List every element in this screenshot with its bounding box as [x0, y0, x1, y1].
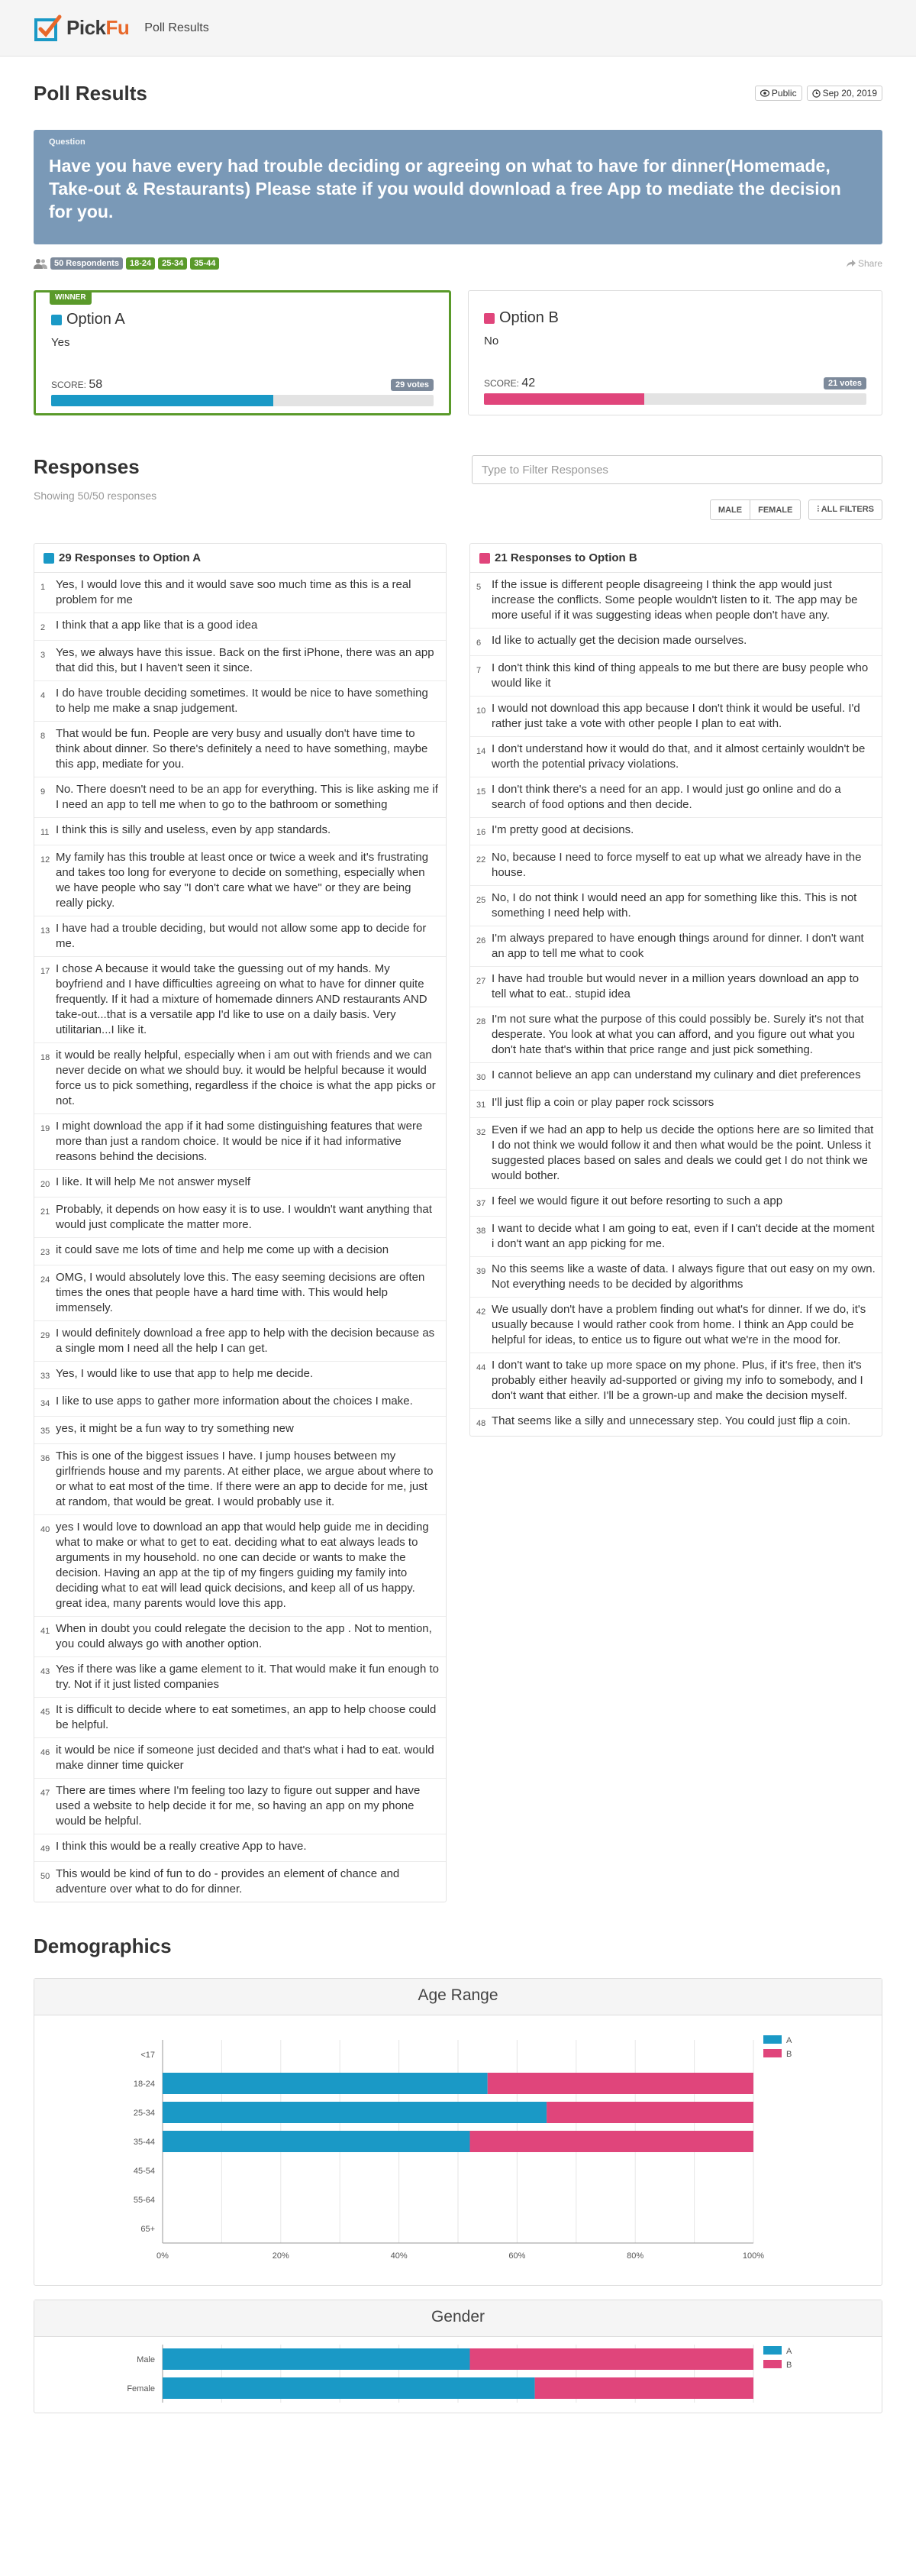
response-text: I'm not sure what the purpose of this could possibly be. Surely it's not that desperate. You look at what you can afford, and you figure out what you don't hate that's within that price range and just pick something.	[492, 1013, 864, 1056]
response-item	[34, 957, 446, 1043]
response-item	[34, 1657, 446, 1698]
response-number: 45	[40, 1708, 50, 1717]
option-b-score: SCORE: 42	[484, 377, 536, 389]
response-item	[470, 1353, 882, 1409]
bar-b	[488, 2073, 753, 2094]
eye-icon	[760, 89, 769, 97]
response-item	[34, 1389, 446, 1417]
option-b-card[interactable]	[468, 290, 882, 415]
option-b-text: No	[484, 335, 499, 347]
option-a-color-icon	[44, 553, 54, 564]
response-text: I'm always prepared to have enough things around for dinner. I don't want an app to tell me what to cook	[492, 932, 864, 960]
option-b-color-icon	[479, 553, 490, 564]
response-item	[34, 573, 446, 613]
option-a-score: SCORE: 58	[51, 378, 103, 391]
option-b-responses-header: 21 Responses to Option B	[470, 544, 882, 573]
response-text: I do have trouble deciding sometimes. It would be nice to have something to help me make a snap judgement.	[56, 687, 428, 715]
response-text: I chose A because it would take the guessing out of my hands. My boyfriend and I have difficulties agreeing on what to have for dinner quite frequently. If it had a mixture of homemade dinners AND restaurants AND take-out...that is a versatile app I'd like to use on a daily basis. Very utilitarian...I like it.	[56, 962, 427, 1036]
response-text: I don't think there's a need for an app. I would just go online and do a search of food options and then decide.	[492, 783, 841, 811]
male-filter-button[interactable]: MALE	[710, 499, 750, 520]
response-text: I want to decide what I am going to eat, even if I can't decide at the moment i don't want an app picking for me.	[492, 1222, 875, 1250]
response-item	[470, 1257, 882, 1298]
response-text: When in doubt you could relegate the decision to the app . Not to mention, you could always go with another option.	[56, 1622, 432, 1650]
response-text: yes I would love to download an app that would help guide me in deciding what to make or what to get to eat. deciding what to eat always leads to arguments in my household. no one can decide or wants to make the decision. Having an app at the tip of my fingers guiding my family into deciding what to eat will lead quick decisions, and keep all of us happy. great idea, many parents would love this app.	[56, 1521, 429, 1610]
gender-filter-group	[710, 499, 801, 520]
response-number: 36	[40, 1454, 50, 1463]
response-number: 16	[476, 828, 486, 837]
response-text: OMG, I would absolutely love this. The easy seeming decisions are often times the ones that people have a hard time with. This would help immensely.	[56, 1271, 425, 1314]
category-label: 55-64	[133, 2196, 155, 2205]
response-number: 26	[476, 936, 486, 945]
response-text: I think that a app like that is a good idea	[56, 619, 258, 632]
response-number: 39	[476, 1267, 486, 1276]
response-number: 18	[40, 1053, 50, 1062]
response-item	[470, 1118, 882, 1189]
response-text: Yes, I would like to use that app to help me decide.	[56, 1367, 314, 1380]
response-text: I'll just flip a coin or play paper rock scissors	[492, 1096, 714, 1109]
response-item	[34, 1779, 446, 1834]
category-label: 18-24	[133, 2080, 155, 2089]
category-label: <17	[140, 2051, 155, 2060]
option-a-score-bar	[51, 395, 434, 406]
x-tick-label: 20%	[272, 2251, 289, 2261]
response-number: 47	[40, 1789, 50, 1798]
legend-label-b: B	[786, 2361, 792, 2370]
response-number: 33	[40, 1372, 50, 1381]
response-text: it would be really helpful, especially when i am out with friends and we can never decide on what we should buy. it would be helpful because it would force us to pick something, regardless if the choice is what the app picks or not.	[56, 1049, 436, 1107]
response-number: 44	[476, 1363, 486, 1372]
bar-a	[163, 2102, 547, 2123]
response-number: 11	[40, 828, 50, 837]
response-item	[470, 886, 882, 926]
bar-a	[163, 2348, 469, 2370]
legend-swatch-b	[763, 2360, 782, 2368]
option-a-votes: 29 votes	[391, 379, 434, 391]
response-number: 41	[40, 1627, 50, 1636]
option-b-color-icon	[484, 313, 495, 324]
response-text: I like. It will help Me not answer myself	[56, 1175, 251, 1188]
response-number: 21	[40, 1207, 50, 1217]
bar-a	[163, 2073, 488, 2094]
response-item	[34, 1362, 446, 1389]
response-text: No, I do not think I would need an app for something like this. This is not something I need help with.	[492, 891, 857, 920]
response-number: 17	[40, 967, 50, 976]
question-label: Question	[49, 137, 85, 147]
response-item	[34, 1170, 446, 1198]
category-label: 35-44	[133, 2138, 155, 2147]
response-item	[34, 1738, 446, 1779]
response-number: 6	[476, 638, 482, 648]
gender-chart	[34, 2300, 882, 2413]
logo-checkbox-icon	[34, 14, 63, 43]
response-number: 50	[40, 1872, 50, 1881]
option-b-score-bar	[484, 393, 866, 405]
response-number: 23	[40, 1248, 50, 1257]
clock-icon	[812, 89, 821, 98]
response-text: I don't understand how it would do that, and it almost certainly wouldn't be worth the potential privacy violations.	[492, 742, 866, 771]
response-text: I think this would be a really creative App to have.	[56, 1840, 307, 1853]
share-icon	[847, 260, 856, 267]
response-number: 29	[40, 1331, 50, 1340]
response-text: It is difficult to decide where to eat sometimes, an app to help choose could be helpful.	[56, 1703, 437, 1731]
response-text: This would be kind of fun to do - provides an element of chance and adventure over what to do for dinner.	[56, 1867, 400, 1896]
response-item	[34, 1238, 446, 1265]
response-text: We usually don't have a problem finding out what's for dinner. If we do, it's usually because I would rather cook from home. I think an App could be helpful for ideas, to entice us to figure out what we're in the mood for.	[492, 1303, 866, 1346]
age-tag-18-24: 18-24	[126, 257, 155, 270]
response-item	[34, 1515, 446, 1617]
response-number: 27	[476, 977, 486, 986]
bar-a	[163, 2131, 469, 2152]
response-number: 31	[476, 1101, 486, 1110]
age-range-chart-svg	[34, 2015, 882, 2283]
legend-label-a: A	[786, 2347, 792, 2356]
response-text: That seems like a silly and unnecessary step. You could just flip a coin.	[492, 1414, 851, 1427]
category-label: Female	[127, 2384, 155, 2393]
response-number: 32	[476, 1128, 486, 1137]
gender-chart-title: Gender	[34, 2300, 882, 2337]
bar-a	[163, 2377, 535, 2399]
response-text: I like to use apps to gather more information about the choices I make.	[56, 1395, 413, 1408]
response-item	[34, 1698, 446, 1738]
response-item	[470, 1007, 882, 1063]
gender-chart-svg	[34, 2337, 882, 2410]
share-button[interactable]: Share	[847, 258, 882, 269]
response-item	[470, 1298, 882, 1353]
response-number: 13	[40, 926, 50, 936]
option-b-score-fill	[484, 393, 644, 405]
filter-icon: ⫶	[817, 505, 820, 514]
age-tag-35-44: 35-44	[190, 257, 219, 270]
female-filter-button[interactable]: FEMALE	[750, 499, 801, 520]
response-number: 3	[40, 651, 46, 660]
bar-b	[469, 2348, 753, 2370]
category-label: 25-34	[133, 2109, 155, 2118]
response-item	[34, 722, 446, 777]
option-a-score-fill	[51, 395, 273, 406]
response-number: 4	[40, 691, 46, 700]
response-text: There are times where I'm feeling too lazy to figure out supper and have used a website to help decide it for me, so having an app on my phone would be helpful.	[56, 1784, 421, 1828]
response-number: 48	[476, 1419, 486, 1428]
top-navbar	[0, 0, 916, 57]
response-item	[34, 1417, 446, 1444]
response-text: I cannot believe an app can understand my culinary and diet preferences	[492, 1068, 861, 1081]
option-b-name: Option B	[484, 309, 866, 327]
legend-label-a: A	[786, 2036, 792, 2045]
response-item	[34, 777, 446, 818]
response-item	[34, 681, 446, 722]
response-number: 7	[476, 666, 482, 675]
response-text: I have had a trouble deciding, but would not allow some app to decide for me.	[56, 922, 427, 950]
response-number: 49	[40, 1844, 50, 1854]
response-item	[470, 629, 882, 656]
response-text: I have had trouble but would never in a million years download an app to tell what to eat.. stupid idea	[492, 972, 860, 1000]
age-chart-title: Age Range	[34, 1979, 882, 2015]
response-text: it could save me lots of time and help me come up with a decision	[56, 1243, 389, 1256]
option-a-responses-header: 29 Responses to Option A	[34, 544, 446, 573]
demographics-title: Demographics	[34, 1934, 172, 1957]
response-item	[470, 1189, 882, 1217]
winner-badge: WINNER	[50, 290, 92, 305]
bar-b	[469, 2131, 753, 2152]
response-text: Probably, it depends on how easy it is to use. I wouldn't want anything that would just complicate the matter more.	[56, 1203, 432, 1231]
response-number: 24	[40, 1275, 50, 1285]
response-item	[470, 573, 882, 629]
response-item	[470, 1217, 882, 1257]
response-text: No. There doesn't need to be an app for everything. This is like asking me if I need an app to tell me when to go to the bathroom or something	[56, 783, 438, 811]
response-item	[470, 926, 882, 967]
responses-title: Responses	[34, 455, 140, 478]
response-text: I would not download this app because I don't think it would be useful. I'd rather just take a vote with other people I plan to eat with.	[492, 702, 860, 730]
response-number: 37	[476, 1199, 486, 1208]
x-tick-label: 40%	[390, 2251, 408, 2261]
response-number: 8	[40, 732, 46, 741]
option-a-color-icon	[51, 315, 62, 325]
response-item	[470, 697, 882, 737]
option-b-votes: 21 votes	[824, 377, 866, 389]
response-text: If the issue is different people disagreeing I think the app would just increase the conflicts. Some people wouldn't listen to it. The app may be more useful if it was suggesting ideas when people don't have any.	[492, 578, 858, 622]
response-number: 15	[476, 787, 486, 797]
response-item	[34, 1862, 446, 1902]
x-tick-label: 0%	[156, 2251, 169, 2261]
response-number: 1	[40, 583, 46, 592]
response-number: 19	[40, 1124, 50, 1133]
response-item	[470, 656, 882, 697]
response-item	[34, 818, 446, 845]
response-number: 9	[40, 787, 46, 797]
response-item	[470, 967, 882, 1007]
response-text: Yes if there was like a game element to it. That would make it fun enough to try. Not if it just listed companies	[56, 1663, 439, 1691]
legend-label-b: B	[786, 2050, 792, 2059]
category-label: 45-54	[133, 2167, 155, 2176]
response-text: That would be fun. People are very busy and usually don't have time to think about dinner. So there's definitely a need to have something, maybe this app, mediate for you.	[56, 727, 428, 771]
response-number: 40	[40, 1525, 50, 1534]
response-item	[470, 1063, 882, 1091]
option-a-name: Option A	[51, 311, 434, 328]
response-text: yes, it might be a fun way to try something new	[56, 1422, 294, 1435]
response-text: No this seems like a waste of data. I always figure that out easy on my own. Not everything needs to be decided by algorithms	[492, 1262, 876, 1291]
category-label: Male	[137, 2355, 155, 2364]
option-a-text: Yes	[51, 336, 70, 349]
question-panel	[34, 130, 882, 244]
response-text: I don't want to take up more space on my phone. Plus, if it's free, then it's probably either heavily ad-supported or giving my info to somebody, and I don't want that either. I'll be a grown-up and make the decision myself.	[492, 1359, 863, 1402]
response-item	[470, 1091, 882, 1118]
x-tick-label: 100%	[742, 2251, 765, 2261]
response-text: I feel we would figure it out before resorting to such a app	[492, 1194, 783, 1207]
response-text: I think this is silly and useless, even by app standards.	[56, 823, 331, 836]
visibility-badge: Public	[755, 86, 802, 101]
response-item	[470, 737, 882, 777]
response-text: This is one of the biggest issues I have. I jump houses between my girlfriends house and my parents. At either place, we argue about where to or what to eat most of the time. If there were an app to decide for me, just at random, that would be great. I would probably use it.	[56, 1450, 434, 1508]
response-item	[34, 1444, 446, 1515]
response-number: 28	[476, 1017, 486, 1026]
response-text: Even if we had an app to help us decide the options here are so limited that I do not think we would follow it and then what would be the point. Unless it suggested places based on sales and deals we could get I do not think we would bother.	[492, 1123, 874, 1182]
x-tick-label: 60%	[508, 2251, 526, 2261]
respondents-count-badge: 50 Respondents	[50, 257, 123, 270]
response-item	[34, 641, 446, 681]
filter-responses-input[interactable]	[472, 455, 882, 484]
response-text: Yes, we always have this issue. Back on the first iPhone, there was an app that did this, but I haven't seen it since.	[56, 646, 434, 674]
category-label: 65+	[140, 2225, 155, 2234]
page-title: Poll Results	[34, 81, 147, 105]
response-item	[34, 1617, 446, 1657]
response-number: 25	[476, 896, 486, 905]
response-item	[34, 845, 446, 916]
responses-count: Showing 50/50 responses	[34, 490, 157, 502]
legend-swatch-a	[763, 2035, 782, 2044]
response-item	[34, 1265, 446, 1321]
response-item	[470, 818, 882, 845]
response-number: 35	[40, 1427, 50, 1436]
response-text: Id like to actually get the decision made ourselves.	[492, 634, 747, 647]
response-number: 38	[476, 1227, 486, 1236]
logo-text: PickFu	[66, 16, 130, 39]
response-item	[34, 916, 446, 957]
response-item	[34, 613, 446, 641]
response-number: 30	[476, 1073, 486, 1082]
response-item	[34, 1043, 446, 1114]
response-number: 10	[476, 706, 486, 716]
response-text: Yes, I would love this and it would save soo much time as this is a real problem for me	[56, 578, 411, 606]
option-a-responses	[34, 543, 447, 1902]
response-item	[34, 1834, 446, 1862]
response-number: 43	[40, 1667, 50, 1676]
response-text: I might download the app if it had some distinguishing features that were more than just a random choice. It would be nice if it had informative reasons behind the decisions.	[56, 1120, 423, 1163]
bar-b	[535, 2377, 753, 2399]
response-number: 34	[40, 1399, 50, 1408]
response-number: 5	[476, 583, 482, 592]
response-text: No, because I need to force myself to eat up what we already have in the house.	[492, 851, 862, 879]
date-badge: Sep 20, 2019	[807, 86, 882, 101]
age-tag-25-34: 25-34	[158, 257, 187, 270]
x-tick-label: 80%	[627, 2251, 644, 2261]
legend-swatch-b	[763, 2049, 782, 2057]
pickfu-logo[interactable]	[34, 14, 129, 43]
question-text: Have you have every had trouble deciding or agreeing on what to have for dinner(Homemade, Take-out & Restaurants) Please state if you would download a free App to mediate the decision for you.	[49, 156, 841, 221]
response-number: 22	[476, 855, 486, 865]
response-number: 2	[40, 623, 46, 632]
nav-title: Poll Results	[144, 21, 209, 34]
option-b-responses	[469, 543, 882, 1437]
age-range-chart	[34, 1978, 882, 2286]
response-item	[34, 1114, 446, 1170]
response-text: I'm pretty good at decisions.	[492, 823, 634, 836]
all-filters-button[interactable]: ⫶ ALL FILTERS	[808, 499, 882, 520]
bar-b	[547, 2102, 753, 2123]
response-item	[34, 1198, 446, 1238]
response-text: I don't think this kind of thing appeals to me but there are busy people who would like it	[492, 661, 869, 690]
response-text: I would definitely download a free app to help with the decision because as a single mom I need all the help I can get.	[56, 1327, 435, 1355]
response-item	[470, 845, 882, 886]
users-icon	[34, 258, 47, 269]
option-a-card[interactable]	[34, 290, 451, 415]
response-number: 20	[40, 1180, 50, 1189]
response-item	[470, 777, 882, 818]
response-text: My family has this trouble at least once or twice a week and it's frustrating and takes too long for everyone to decide on something, especially when we have people who say "I don't care what we have" or they are being really picky.	[56, 851, 429, 910]
response-text: it would be nice if someone just decided and that's what i had to eat. would make dinner time quicker	[56, 1744, 434, 1772]
response-number: 42	[476, 1307, 486, 1317]
response-item	[470, 1409, 882, 1436]
response-number: 12	[40, 855, 50, 865]
legend-swatch-a	[763, 2346, 782, 2355]
response-item	[34, 1321, 446, 1362]
response-number: 46	[40, 1748, 50, 1757]
response-number: 14	[476, 747, 486, 756]
